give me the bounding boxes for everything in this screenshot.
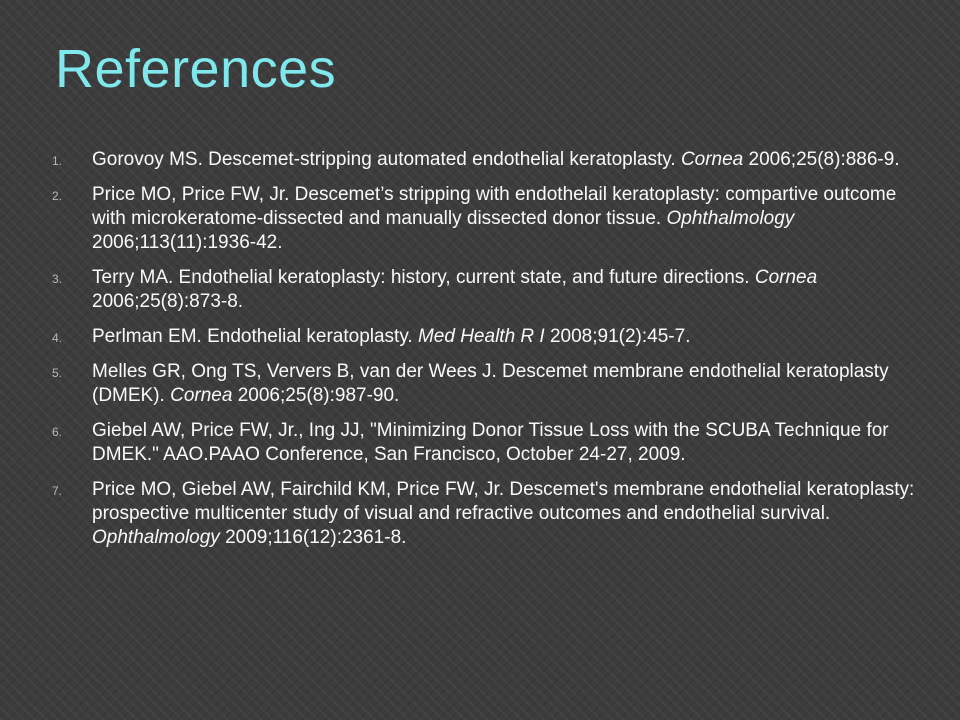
reference-journal: Ophthalmology [666,208,795,229]
reference-text [92,184,896,253]
reference-number: 2. [52,189,63,203]
reference-text [92,267,817,312]
reference-item [52,478,922,550]
reference-text [92,326,690,347]
reference-details: 2009;116(12):2361-8. [219,527,407,548]
reference-citation: Melles GR, Ong TS, Ververs B, van der Wees J. Descemet membrane endothelial keratoplasty (DMEK). [92,361,889,406]
reference-text [92,361,889,406]
reference-details: 2006;113(11):1936-42. [92,232,283,253]
reference-details: 2006;25(8):873-8. [92,291,244,312]
reference-number: 6. [52,425,63,439]
reference-citation: Giebel AW, Price FW, Jr., Ing JJ, "Minimizing Donor Tissue Loss with the SCUBA Technique for DMEK." AAO.PAAO Conference, San Francisco, October 24-27, 2009. [92,420,889,465]
reference-number: 3. [52,272,63,286]
reference-text [92,149,900,170]
reference-number: 1. [52,154,63,168]
reference-journal: Ophthalmology [92,527,220,548]
reference-journal: Med Health R I [417,326,545,347]
reference-item [52,148,922,172]
reference-journal: Cornea [170,385,233,406]
reference-citation: Price MO, Giebel AW, Fairchild KM, Price FW, Jr. Descemet's membrane endothelial keratoplasty: prospective multicenter study of visual and refractive outcomes and endothelial survival. [92,479,915,524]
reference-item [52,419,922,467]
slide-title: References [55,39,337,99]
reference-item [52,266,922,314]
reference-citation: Perlman EM. Endothelial keratoplasty. [92,326,418,347]
reference-item [52,360,922,408]
reference-item [52,183,922,255]
reference-details: 2008;91(2):45-7. [544,326,691,347]
reference-number: 7. [52,484,63,498]
reference-details: 2006;25(8):987-90. [232,385,400,406]
reference-list [52,148,922,550]
reference-item [52,325,922,349]
reference-citation: Price MO, Price FW, Jr. Descemet’s stripping with endothelail keratoplasty: compartive outcome with microkeratome-dissected and manually dissected donor tissue. [92,184,897,229]
reference-details: 2006;25(8):886-9. [743,149,900,170]
reference-journal: Cornea [680,149,744,170]
reference-text [92,420,889,465]
reference-number: 4. [52,331,63,345]
reference-citation: Gorovoy MS. Descemet-stripping automated endothelial keratoplasty. [92,149,681,170]
reference-citation: Terry MA. Endothelial keratoplasty: history, current state, and future directions. [92,267,755,288]
reference-text [92,479,914,548]
reference-number: 5. [52,366,63,380]
reference-journal: Cornea [754,267,818,288]
